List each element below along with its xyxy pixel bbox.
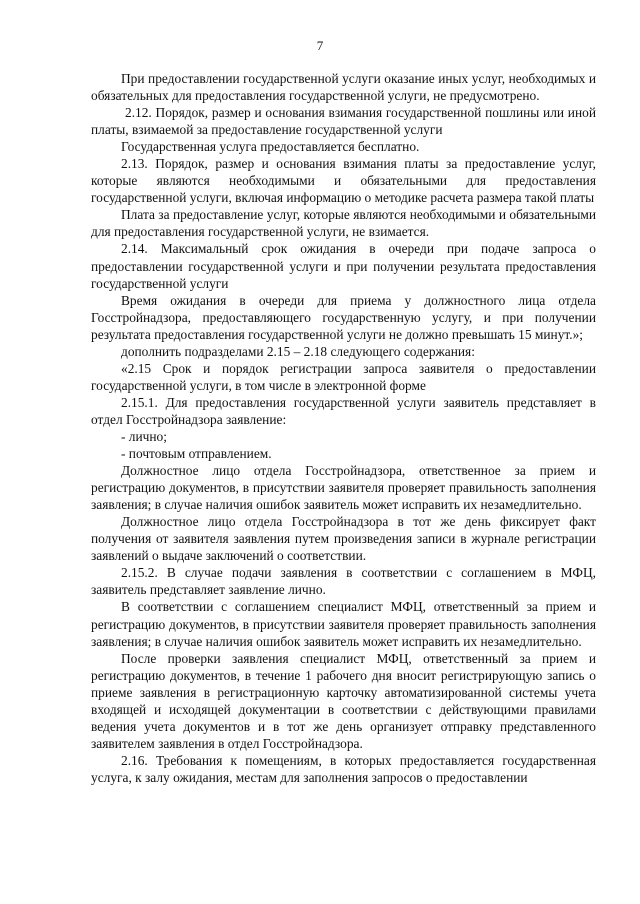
section-heading-2-16: 2.16. Требования к помещениям, в которых предоставляется государственная услуга, к залу ожидания, местам для заполнения запросов о предоставлении [91,752,596,785]
paragraph: Государственная услуга предоставляется бесплатно. [121,139,420,155]
section-heading-2-13: 2.13. Порядок, размер и основания взимания платы за предоставление услуг, которые являются необходимыми и обязательными для предоставления государственной услуги, включая информацию о методике расчета размера такой платы [91,156,596,206]
paragraph: Должностное лицо отдела Госстройнадзора, ответственное за прием и регистрацию документов, в присутствии заявителя проверяет правильность заполнения заявления; в случае наличия ошибок заявитель может исправить их незамедлительно. [91,463,596,513]
paragraph: Плата за предоставление услуг, которые являются необходимыми и обязательными для предоставления государственной услуги, не взимается. [91,207,596,240]
paragraph: Время ожидания в очереди для приема у должностного лица отдела Госстройнадзора, предоставляющего государственную услугу, и при получении результата предоставления государственной услуги не должно превышать 15 минут.»; [91,292,596,342]
section-heading-2-15: «2.15 Срок и порядок регистрации запроса заявителя о предоставлении государственной услуги, в том числе в электронной форме [91,360,596,393]
section-heading-2-12: 2.12. Порядок, размер и основания взимания государственной пошлины или иной платы, взимаемой за предоставление государственной услуги [91,105,596,138]
list-item: - почтовым отправлением. [121,446,272,462]
paragraph: В соответствии с соглашением специалист МФЦ, ответственный за прием и регистрацию документов, в присутствии заявителя проверяет правильность заполнения заявления; в случае наличия ошибок заявитель может исправить их незамедлительно. [91,599,596,649]
list-item: - лично; [121,428,167,444]
paragraph: После проверки заявления специалист МФЦ, ответственный за прием и регистрацию документов, в течение 1 рабочего дня вносит регистрирующую запись о приеме заявления в регистрационную карточку автоматизированной системы учета входящей и исходящей документации в соответствии с действующими правилами ведения учета документов и в тот же день организует отправку представленного заявителем заявления в отдел Госстройнадзора. [91,650,596,751]
paragraph: При предоставлении государственной услуги оказание иных услуг, необходимых и обязательных для предоставления государственной услуги, не предусмотрено. [91,71,596,104]
paragraph: дополнить подразделами 2.15 – 2.18 следующего содержания: [121,343,475,359]
paragraph: Должностное лицо отдела Госстройнадзора в тот же день фиксирует факт получения от заявителя заявления путем произведения записи в журнале регистрации заявлений о выдаче заключений о соответствии. [91,514,596,564]
paragraph: 2.15.1. Для предоставления государственной услуги заявитель представляет в отдел Госстройнадзора заявление: [91,394,596,427]
section-heading-2-14: 2.14. Максимальный срок ожидания в очереди при подаче запроса о предоставлении государственной услуги и при получении результата предоставления государственной услуги [91,241,596,291]
document-body [91,70,596,786]
paragraph: 2.15.2. В случае подачи заявления в соответствии с соглашением в МФЦ, заявитель представляет заявление лично. [91,565,596,598]
page-number: 7 [316,38,324,53]
